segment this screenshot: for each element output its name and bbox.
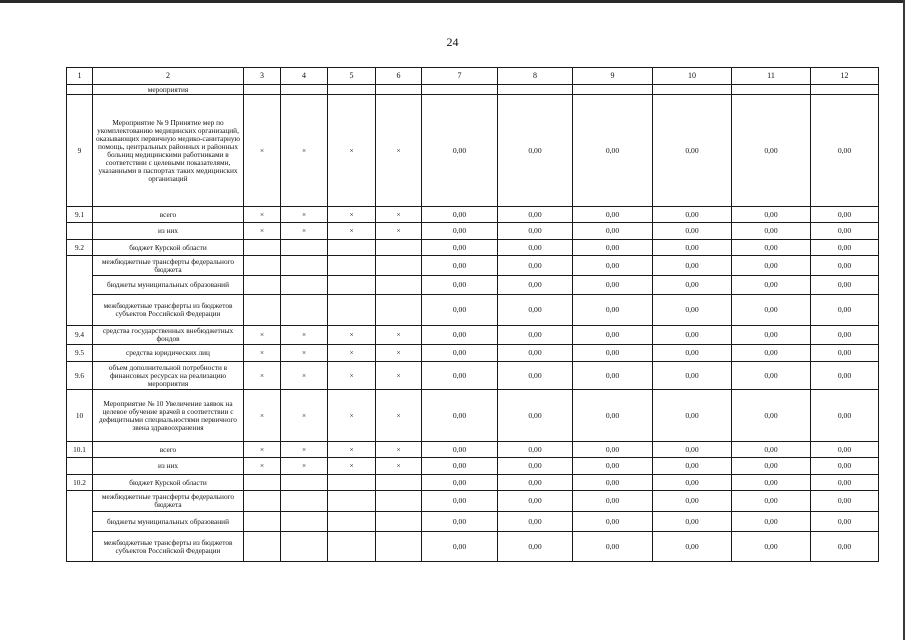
value-cell: 0,00 — [573, 345, 653, 362]
mark-cell — [244, 491, 281, 512]
row-number-cell — [67, 85, 93, 95]
value-cell: 0,00 — [732, 390, 811, 442]
value-cell: 0,00 — [498, 345, 573, 362]
value-cell: 0,00 — [811, 458, 879, 475]
mark-cell: × — [244, 345, 281, 362]
value-cell: 0,00 — [422, 475, 498, 491]
value-cell: 0,00 — [653, 276, 732, 295]
mark-cell — [281, 512, 328, 532]
value-cell: 0,00 — [498, 458, 573, 475]
mark-cell: × — [328, 326, 376, 345]
value-cell: 0,00 — [498, 362, 573, 390]
value-cell: 0,00 — [498, 326, 573, 345]
mark-cell: × — [281, 390, 328, 442]
mark-cell — [244, 532, 281, 562]
header-cell: 1 — [67, 68, 93, 85]
mark-cell: × — [281, 442, 328, 458]
mark-cell — [244, 512, 281, 532]
value-cell: 0,00 — [811, 475, 879, 491]
value-cell: 0,00 — [811, 532, 879, 562]
table-row — [67, 442, 879, 458]
mark-cell: × — [376, 442, 422, 458]
budget-table — [66, 67, 879, 562]
value-cell: 0,00 — [732, 345, 811, 362]
row-name-cell: бюджеты муниципальных образований — [93, 276, 244, 295]
row-name-cell: межбюджетные трансферты из бюджетов субъектов Российской Федерации — [93, 532, 244, 562]
value-cell: 0,00 — [732, 95, 811, 207]
value-cell: 0,00 — [732, 240, 811, 256]
value-cell: 0,00 — [422, 240, 498, 256]
value-cell: 0,00 — [573, 390, 653, 442]
header-cell: 9 — [573, 68, 653, 85]
mark-cell — [244, 85, 281, 95]
table-row — [67, 95, 879, 207]
row-number-cell: 9 — [67, 95, 93, 207]
row-number-cell — [67, 256, 93, 326]
header-cell: 11 — [732, 68, 811, 85]
value-cell: 0,00 — [653, 475, 732, 491]
value-cell: 0,00 — [653, 491, 732, 512]
row-name-cell: из них — [93, 458, 244, 475]
mark-cell: × — [244, 326, 281, 345]
table-row — [67, 207, 879, 223]
mark-cell: × — [376, 223, 422, 240]
value-cell: 0,00 — [573, 512, 653, 532]
value-cell: 0,00 — [422, 223, 498, 240]
value-cell: 0,00 — [422, 512, 498, 532]
value-cell — [422, 85, 498, 95]
mark-cell: × — [376, 390, 422, 442]
value-cell: 0,00 — [498, 256, 573, 276]
row-number-cell: 9.2 — [67, 240, 93, 256]
mark-cell: × — [328, 345, 376, 362]
value-cell: 0,00 — [732, 256, 811, 276]
mark-cell — [244, 295, 281, 326]
mark-cell — [328, 512, 376, 532]
header-row — [67, 68, 879, 85]
value-cell: 0,00 — [811, 512, 879, 532]
mark-cell — [281, 276, 328, 295]
mark-cell — [244, 276, 281, 295]
header-cell: 2 — [93, 68, 244, 85]
value-cell: 0,00 — [732, 512, 811, 532]
mark-cell: × — [244, 442, 281, 458]
mark-cell: × — [244, 458, 281, 475]
value-cell: 0,00 — [653, 207, 732, 223]
mark-cell — [281, 240, 328, 256]
value-cell: 0,00 — [422, 442, 498, 458]
row-name-cell: всего — [93, 442, 244, 458]
value-cell — [732, 85, 811, 95]
value-cell: 0,00 — [732, 362, 811, 390]
header-cell: 3 — [244, 68, 281, 85]
value-cell: 0,00 — [811, 442, 879, 458]
mark-cell — [328, 491, 376, 512]
mark-cell — [244, 256, 281, 276]
header-cell: 12 — [811, 68, 879, 85]
mark-cell: × — [376, 326, 422, 345]
scan-top-edge — [0, 0, 905, 3]
mark-cell — [281, 475, 328, 491]
value-cell: 0,00 — [811, 207, 879, 223]
mark-cell: × — [281, 223, 328, 240]
mark-cell: × — [328, 362, 376, 390]
mark-cell — [281, 256, 328, 276]
row-number-cell: 10 — [67, 390, 93, 442]
value-cell: 0,00 — [732, 295, 811, 326]
row-number-cell: 10.1 — [67, 442, 93, 458]
mark-cell — [328, 256, 376, 276]
mark-cell — [244, 475, 281, 491]
mark-cell: × — [376, 207, 422, 223]
value-cell: 0,00 — [573, 223, 653, 240]
value-cell: 0,00 — [573, 475, 653, 491]
value-cell: 0,00 — [811, 362, 879, 390]
row-number-cell — [67, 458, 93, 475]
mark-cell: × — [328, 442, 376, 458]
value-cell: 0,00 — [573, 276, 653, 295]
row-number-cell: 9.1 — [67, 207, 93, 223]
row-name-cell: межбюджетные трансферты федерального бюджета — [93, 256, 244, 276]
mark-cell: × — [281, 326, 328, 345]
mark-cell — [328, 85, 376, 95]
table-row — [67, 345, 879, 362]
value-cell: 0,00 — [732, 276, 811, 295]
mark-cell — [376, 491, 422, 512]
value-cell: 0,00 — [653, 345, 732, 362]
value-cell: 0,00 — [422, 295, 498, 326]
mark-cell — [376, 295, 422, 326]
table-row — [67, 362, 879, 390]
value-cell: 0,00 — [653, 95, 732, 207]
mark-cell — [376, 532, 422, 562]
table-row — [67, 458, 879, 475]
value-cell: 0,00 — [573, 442, 653, 458]
mark-cell: × — [244, 390, 281, 442]
value-cell: 0,00 — [573, 256, 653, 276]
value-cell: 0,00 — [422, 95, 498, 207]
mark-cell — [328, 475, 376, 491]
value-cell: 0,00 — [653, 223, 732, 240]
mark-cell — [281, 491, 328, 512]
value-cell: 0,00 — [498, 532, 573, 562]
table-row — [67, 532, 879, 562]
value-cell: 0,00 — [573, 240, 653, 256]
mark-cell: × — [328, 458, 376, 475]
page-number: 24 — [446, 35, 459, 49]
row-name-cell: средства юридических лиц — [93, 345, 244, 362]
mark-cell: × — [281, 95, 328, 207]
row-number-cell: 9.4 — [67, 326, 93, 345]
row-name-cell: средства государственных внебюджетных фондов — [93, 326, 244, 345]
value-cell: 0,00 — [573, 362, 653, 390]
table-row — [67, 326, 879, 345]
mark-cell — [328, 532, 376, 562]
header-cell: 6 — [376, 68, 422, 85]
value-cell: 0,00 — [732, 326, 811, 345]
value-cell: 0,00 — [811, 223, 879, 240]
table-row — [67, 240, 879, 256]
row-number-cell — [67, 223, 93, 240]
value-cell: 0,00 — [732, 532, 811, 562]
mark-cell: × — [244, 207, 281, 223]
value-cell: 0,00 — [811, 491, 879, 512]
row-name-cell: объем дополнительной потребности в финансовых ресурсах на реализацию мероприятия — [93, 362, 244, 390]
row-number-cell — [67, 491, 93, 562]
value-cell: 0,00 — [811, 295, 879, 326]
header-cell: 5 — [328, 68, 376, 85]
value-cell: 0,00 — [422, 276, 498, 295]
mark-cell: × — [328, 223, 376, 240]
value-cell: 0,00 — [498, 223, 573, 240]
value-cell: 0,00 — [653, 390, 732, 442]
row-name-cell: Мероприятие № 9 Принятие мер по укомплектованию медицинских организаций, оказывающих первичную медико-санитарную помощь, центральных районных и районных больниц медицинскими работниками в соответствии с целевыми показателями, указанными в паспортах таких медицинских организаций — [93, 95, 244, 207]
value-cell: 0,00 — [498, 512, 573, 532]
row-name-cell: бюджет Курской области — [93, 475, 244, 491]
value-cell: 0,00 — [573, 326, 653, 345]
table-row — [67, 512, 879, 532]
value-cell: 0,00 — [498, 276, 573, 295]
value-cell: 0,00 — [498, 240, 573, 256]
row-name-cell: всего — [93, 207, 244, 223]
mark-cell — [281, 532, 328, 562]
value-cell: 0,00 — [422, 326, 498, 345]
value-cell: 0,00 — [422, 256, 498, 276]
value-cell: 0,00 — [498, 207, 573, 223]
value-cell: 0,00 — [732, 491, 811, 512]
value-cell: 0,00 — [422, 458, 498, 475]
row-number-cell: 9.5 — [67, 345, 93, 362]
value-cell: 0,00 — [732, 207, 811, 223]
mark-cell — [376, 240, 422, 256]
value-cell — [498, 85, 573, 95]
mark-cell: × — [376, 362, 422, 390]
value-cell: 0,00 — [498, 442, 573, 458]
table-row — [67, 276, 879, 295]
value-cell: 0,00 — [811, 345, 879, 362]
value-cell: 0,00 — [811, 390, 879, 442]
mark-cell: × — [328, 95, 376, 207]
mark-cell: × — [376, 458, 422, 475]
row-name-cell: бюджеты муниципальных образований — [93, 512, 244, 532]
header-cell: 10 — [653, 68, 732, 85]
mark-cell: × — [281, 345, 328, 362]
mark-cell: × — [281, 362, 328, 390]
row-number-cell: 9.6 — [67, 362, 93, 390]
mark-cell: × — [328, 390, 376, 442]
value-cell: 0,00 — [653, 295, 732, 326]
value-cell: 0,00 — [653, 532, 732, 562]
header-cell: 8 — [498, 68, 573, 85]
value-cell: 0,00 — [811, 95, 879, 207]
mark-cell — [328, 240, 376, 256]
row-name-cell: бюджет Курской области — [93, 240, 244, 256]
table-row — [67, 475, 879, 491]
value-cell: 0,00 — [732, 223, 811, 240]
table-row — [67, 85, 879, 95]
table-row — [67, 223, 879, 240]
value-cell: 0,00 — [732, 458, 811, 475]
table-row — [67, 491, 879, 512]
mark-cell: × — [244, 223, 281, 240]
row-name-cell: мероприятия — [93, 85, 244, 95]
value-cell: 0,00 — [573, 458, 653, 475]
mark-cell — [376, 256, 422, 276]
mark-cell — [376, 85, 422, 95]
value-cell: 0,00 — [498, 390, 573, 442]
value-cell: 0,00 — [653, 512, 732, 532]
mark-cell: × — [281, 207, 328, 223]
value-cell: 0,00 — [811, 256, 879, 276]
table-row — [67, 256, 879, 276]
mark-cell: × — [376, 95, 422, 207]
value-cell — [573, 85, 653, 95]
row-name-cell: межбюджетные трансферты из бюджетов субъектов Российской Федерации — [93, 295, 244, 326]
row-name-cell: из них — [93, 223, 244, 240]
row-name-cell: межбюджетные трансферты федерального бюджета — [93, 491, 244, 512]
header-cell: 4 — [281, 68, 328, 85]
value-cell: 0,00 — [653, 326, 732, 345]
value-cell: 0,00 — [653, 256, 732, 276]
mark-cell: × — [281, 458, 328, 475]
table-row — [67, 390, 879, 442]
value-cell: 0,00 — [653, 240, 732, 256]
value-cell: 0,00 — [422, 362, 498, 390]
value-cell: 0,00 — [653, 458, 732, 475]
mark-cell: × — [244, 95, 281, 207]
value-cell: 0,00 — [498, 491, 573, 512]
mark-cell — [328, 276, 376, 295]
header-cell: 7 — [422, 68, 498, 85]
mark-cell — [328, 295, 376, 326]
mark-cell — [376, 276, 422, 295]
mark-cell — [244, 240, 281, 256]
value-cell: 0,00 — [498, 295, 573, 326]
value-cell: 0,00 — [422, 491, 498, 512]
mark-cell — [281, 295, 328, 326]
value-cell: 0,00 — [573, 532, 653, 562]
value-cell: 0,00 — [498, 475, 573, 491]
mark-cell: × — [376, 345, 422, 362]
mark-cell — [376, 475, 422, 491]
value-cell — [811, 85, 879, 95]
value-cell: 0,00 — [498, 95, 573, 207]
value-cell: 0,00 — [573, 295, 653, 326]
value-cell: 0,00 — [732, 475, 811, 491]
mark-cell: × — [244, 362, 281, 390]
value-cell: 0,00 — [422, 532, 498, 562]
value-cell: 0,00 — [732, 442, 811, 458]
mark-cell — [376, 512, 422, 532]
mark-cell — [281, 85, 328, 95]
table-row — [67, 295, 879, 326]
value-cell: 0,00 — [653, 362, 732, 390]
value-cell: 0,00 — [811, 326, 879, 345]
value-cell: 0,00 — [422, 345, 498, 362]
value-cell: 0,00 — [653, 442, 732, 458]
value-cell — [653, 85, 732, 95]
row-number-cell: 10.2 — [67, 475, 93, 491]
mark-cell: × — [328, 207, 376, 223]
value-cell: 0,00 — [811, 240, 879, 256]
value-cell: 0,00 — [573, 491, 653, 512]
value-cell: 0,00 — [422, 390, 498, 442]
value-cell: 0,00 — [573, 207, 653, 223]
row-name-cell: Мероприятие № 10 Увеличение заявок на целевое обучение врачей в соответствии с дефицитными специальностями первичного звена здравоохранения — [93, 390, 244, 442]
value-cell: 0,00 — [422, 207, 498, 223]
value-cell: 0,00 — [811, 276, 879, 295]
value-cell: 0,00 — [573, 95, 653, 207]
